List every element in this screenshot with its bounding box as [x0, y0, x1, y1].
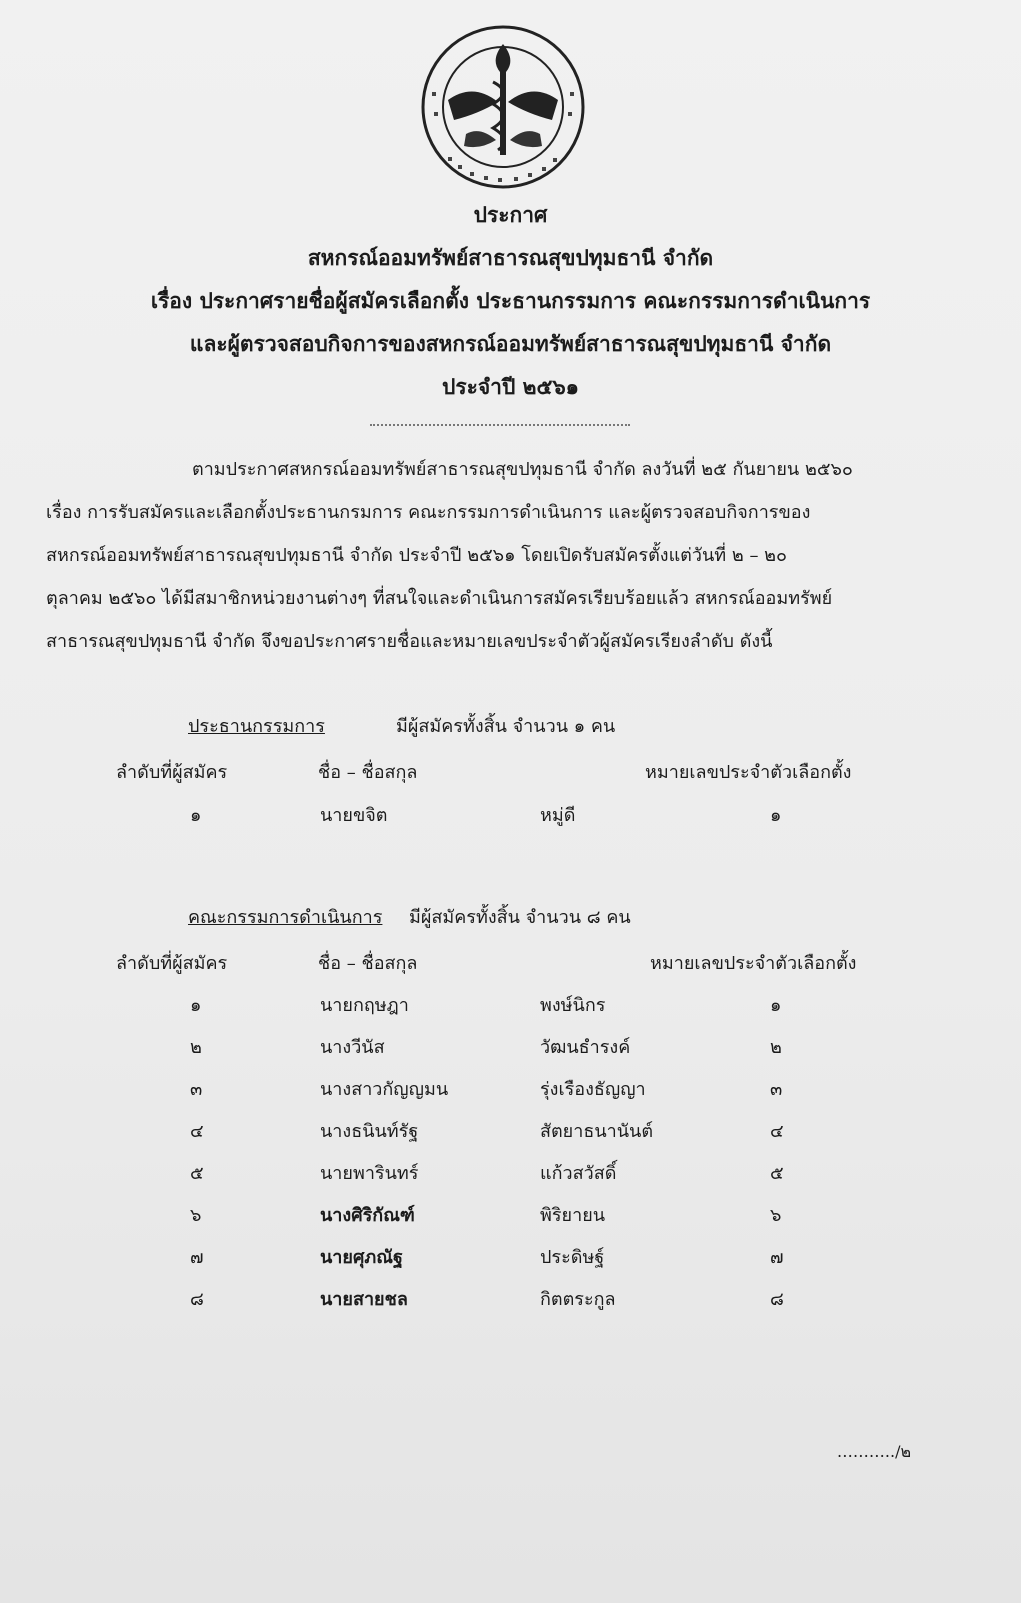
- section-committee-summary: มีผู้สมัครทั้งสิ้น จำนวน ๘ คน: [409, 907, 631, 928]
- row-candidate-id: ๘: [770, 1289, 784, 1310]
- cooperative-seal-logo: [418, 22, 588, 192]
- row-number: ๑: [190, 805, 202, 826]
- row-number: ๒: [190, 1037, 202, 1058]
- section-title: ประธานกรรมการ: [188, 716, 325, 737]
- row-candidate-id: ๑: [770, 995, 782, 1016]
- row-last-name: พงษ์นิกร: [540, 995, 606, 1016]
- announcement-paragraph: [46, 448, 951, 663]
- dotted-separator: [370, 424, 630, 426]
- paragraph-line: ตามประกาศสหกรณ์ออมทรัพย์สาธารณสุขปทุมธานี จำกัด ลงวันที่ ๒๕ กันยายน ๒๕๖๐: [192, 459, 853, 480]
- table-row: [0, 1284, 1021, 1324]
- row-first-name: นางศิริกัณฑ์: [320, 1205, 415, 1226]
- row-last-name: ประดิษฐ์: [540, 1247, 605, 1268]
- section-committee-title: [188, 903, 382, 933]
- row-first-name: นายศุภณัฐ: [320, 1247, 403, 1268]
- row-first-name: นายกฤษฎา: [320, 995, 409, 1016]
- row-candidate-id: ๓: [770, 1079, 783, 1100]
- table-row: [0, 1074, 1021, 1114]
- row-last-name: สัตยาธนานันต์: [540, 1121, 654, 1142]
- row-last-name: หมู่ดี: [540, 805, 576, 826]
- paragraph-line: ตุลาคม ๒๕๖๐ ได้มีสมาชิกหน่วยงานต่างๆ ที่สนใจและดำเนินการสมัครเรียบร้อยแล้ว สหกรณ์ออมทรัพย์: [46, 588, 833, 609]
- row-number: ๗: [190, 1247, 204, 1268]
- table-row: [0, 1158, 1021, 1198]
- row-first-name: นางธนินท์รัฐ: [320, 1121, 419, 1142]
- column-header-order: ลำดับที่ผู้สมัคร: [116, 762, 228, 783]
- section-president-title: [188, 712, 325, 742]
- heading-year: ประจำปี ๒๕๖๑: [441, 374, 580, 399]
- row-number: ๓: [190, 1079, 203, 1100]
- heading-cooperative-name: สหกรณ์ออมทรัพย์สาธารณสุขปทุมธานี จำกัด: [307, 245, 714, 270]
- table-row: [0, 1242, 1021, 1282]
- column-header-id: หมายเลขประจำตัวเลือกตั้ง: [645, 762, 852, 783]
- next-page-indicator: ………../๒: [836, 1442, 911, 1461]
- row-first-name: นายสายชล: [320, 1289, 408, 1310]
- paragraph-line: สาธารณสุขปทุมธานี จำกัด จึงขอประกาศรายชื่อและหมายเลขประจำตัวผู้สมัครเรียงลำดับ ดังนี้: [46, 631, 773, 652]
- row-last-name: แก้วสวัสดิ์: [540, 1163, 617, 1184]
- paragraph-line: สหกรณ์ออมทรัพย์สาธารณสุขปทุมธานี จำกัด ประจำปี ๒๕๖๑ โดยเปิดรับสมัครตั้งแต่วันที่ ๒ – ๒๐: [46, 545, 788, 566]
- row-first-name: นายพารินทร์: [320, 1163, 419, 1184]
- row-candidate-id: ๕: [770, 1163, 784, 1184]
- heading-subject: เรื่อง ประกาศรายชื่อผู้สมัครเลือกตั้ง ประธานกรรมการ คณะกรรมการดำเนินการ: [150, 288, 871, 313]
- row-number: ๕: [190, 1163, 204, 1184]
- column-header-name: ชื่อ – ชื่อสกุล: [318, 762, 418, 783]
- row-last-name: พิริยายน: [540, 1205, 606, 1226]
- column-header-order: ลำดับที่ผู้สมัคร: [116, 953, 228, 974]
- row-number: ๔: [190, 1121, 204, 1142]
- table-row: [0, 800, 1021, 840]
- table-row: [0, 1116, 1021, 1156]
- row-candidate-id: ๖: [770, 1205, 782, 1226]
- table-row: [0, 1032, 1021, 1072]
- column-header-id: หมายเลขประจำตัวเลือกตั้ง: [650, 953, 857, 974]
- row-candidate-id: ๑: [770, 805, 782, 826]
- section-title: คณะกรรมการดำเนินการ: [188, 907, 383, 928]
- column-header-name: ชื่อ – ชื่อสกุล: [318, 953, 418, 974]
- row-candidate-id: ๔: [770, 1121, 784, 1142]
- row-number: ๖: [190, 1205, 202, 1226]
- section-president-summary: มีผู้สมัครทั้งสิ้น จำนวน ๑ คน: [396, 716, 616, 737]
- row-last-name: วัฒนธำรงค์: [540, 1037, 631, 1058]
- row-first-name: นายขจิต: [320, 805, 388, 826]
- heading-announcement: ประกาศ: [473, 202, 548, 227]
- table-row: [0, 990, 1021, 1030]
- row-first-name: นางสาวกัญญมน: [320, 1079, 449, 1100]
- row-number: ๑: [190, 995, 202, 1016]
- paragraph-line: เรื่อง การรับสมัครและเลือกตั้งประธานกรมการ คณะกรรมการดำเนินการ และผู้ตรวจสอบกิจการของ: [46, 502, 811, 523]
- row-first-name: นางวีนัส: [320, 1037, 385, 1058]
- heading-subject-cont: และผู้ตรวจสอบกิจการของสหกรณ์ออมทรัพย์สาธารณสุขปทุมธานี จำกัด: [189, 331, 832, 356]
- row-candidate-id: ๗: [770, 1247, 784, 1268]
- row-last-name: รุ่งเรืองธัญญา: [540, 1079, 646, 1100]
- row-candidate-id: ๒: [770, 1037, 782, 1058]
- table-row: [0, 1200, 1021, 1240]
- row-number: ๘: [190, 1289, 204, 1310]
- row-last-name: กิตตระกูล: [540, 1289, 616, 1310]
